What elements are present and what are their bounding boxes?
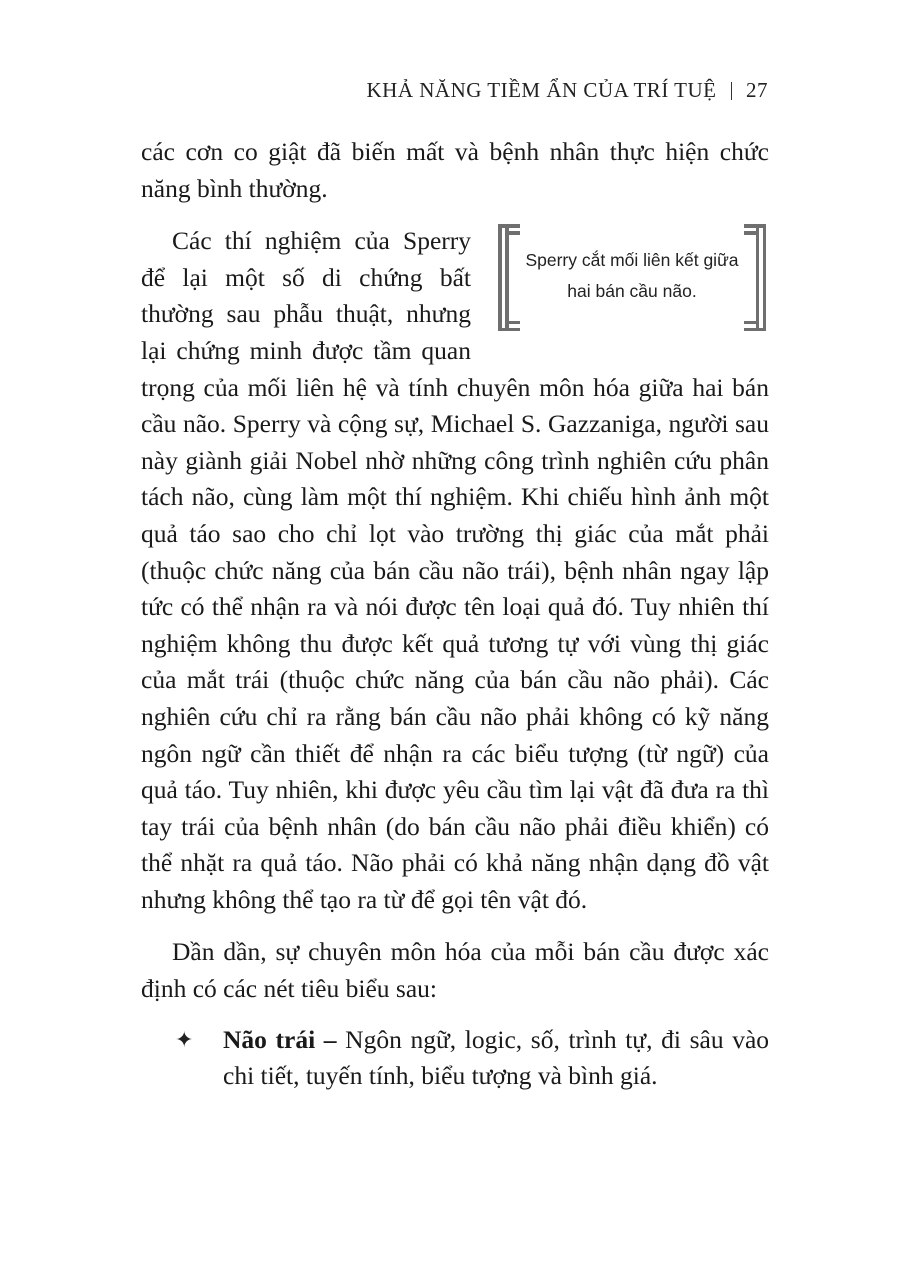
header-divider bbox=[731, 82, 733, 100]
body-text bbox=[141, 134, 769, 1095]
bullet-description: Ngôn ngữ, logic, số, trình tự, đi sâu vào chi tiết, tuyến tính, biểu tượng và bình giá. bbox=[223, 1024, 770, 1091]
bullet-term: Não trái – bbox=[223, 1024, 337, 1054]
pullquote-wrapper bbox=[489, 223, 769, 355]
bullet-item-nao-trai bbox=[141, 1022, 769, 1095]
four-point-star-icon: ✦ bbox=[175, 1026, 194, 1052]
pullquote bbox=[498, 224, 766, 331]
pullquote-text: Sperry cắt mối liên kết giữa hai bán cầu não. bbox=[525, 250, 739, 302]
bullet-text bbox=[223, 1022, 769, 1095]
paragraph-3: Dần dần, sự chuyên môn hóa của mỗi bán cầu được xác định có các nét tiêu biểu sau: bbox=[141, 937, 769, 1004]
right-bracket-icon bbox=[744, 224, 766, 331]
left-bracket-icon bbox=[498, 224, 520, 331]
chapter-title: KHẢ NĂNG TIỀM ẨN CỦA TRÍ TUỆ bbox=[366, 78, 717, 102]
page-number: 27 bbox=[746, 78, 768, 102]
running-header bbox=[367, 78, 769, 103]
paragraph-1: các cơn co giật đã biến mất và bệnh nhân thực hiện chức năng bình thường. bbox=[141, 137, 769, 203]
paragraph-2: Các thí nghiệm của Sperry để lại một số di chứng bất thường sau phẫu thuật, nhưng lại chứng minh được tầm quan trọng của mối liên hệ và tính chuyên môn hóa giữa hai bán cầu não. Sperry và cộng sự, Michael S. Gazzaniga, người sau này giành giải Nobel nhờ những công trình nghiên cứu phân tách não, cùng làm một thí nghiệm. Khi chiếu hình ảnh một quả táo sao cho chỉ lọt vào trường thị giác của mắt phải (thuộc chức năng của bán cầu não trái), bệnh nhân ngay lập tức có thể nhận ra và nói được tên loại quả đó. Tuy nhiên thí nghiệm không thu được kết quả tương tự với vùng thị giác của mắt trái (thuộc chức năng của bán cầu não phải). Các nghiên cứu chỉ ra rằng bán cầu não phải không có kỹ năng ngôn ngữ cần thiết để nhận ra các biểu tượng (từ ngữ) của quả táo. Tuy nhiên, khi được yêu cầu tìm lại vật đã đưa ra thì tay trái của bệnh nhân (do bán cầu não phải điều khiển) có thể nhặt ra quả táo. Não phải có khả năng nhận dạng đồ vật nhưng không thể tạo ra từ để gọi tên vật đó. bbox=[141, 226, 769, 914]
